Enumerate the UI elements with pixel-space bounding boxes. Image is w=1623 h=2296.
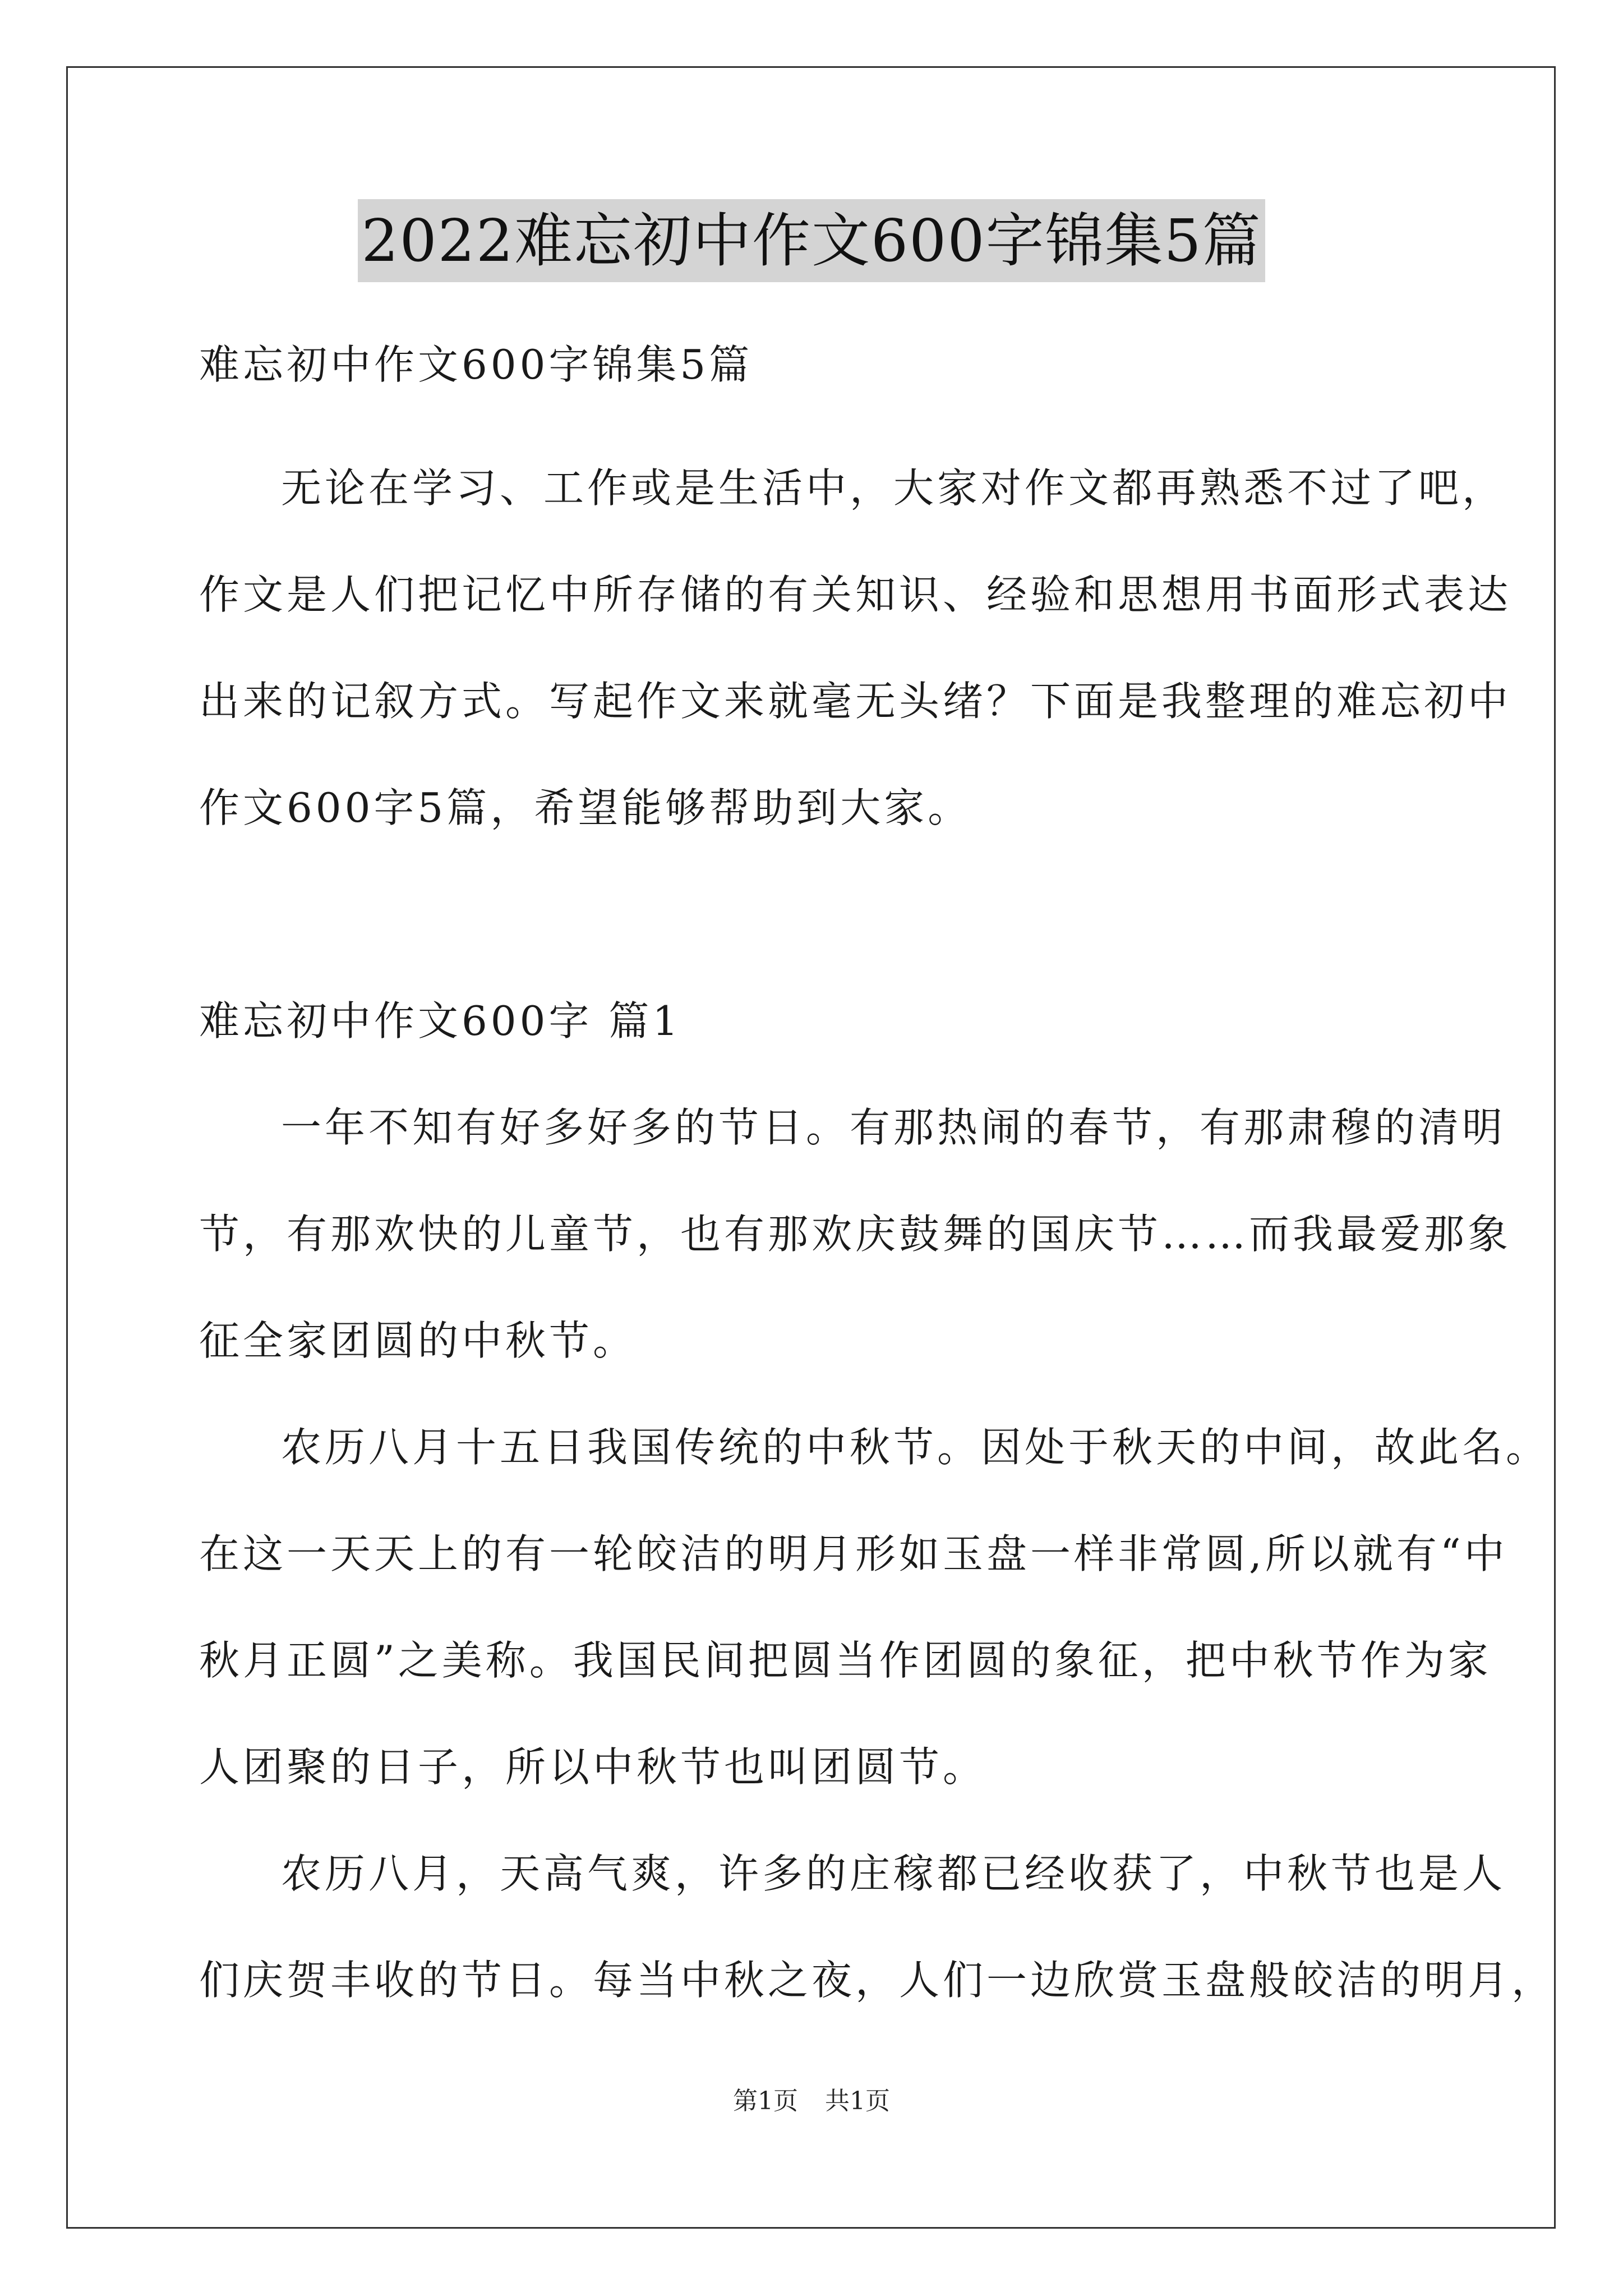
paragraph-line: 一年不知有好多好多的节日。有那热闹的春节，有那肃穆的清明 (281, 1104, 1506, 1151)
paragraph-line: 出来的记叙方式。写起作文来就毫无头绪？下面是我整理的难忘初中 (199, 678, 1512, 725)
page-number-total: 共1页 (825, 2087, 890, 2115)
paragraph-line: 征全家团圆的中秋节。 (199, 1317, 637, 1364)
paragraph-line: 节，有那欢快的儿童节，也有那欢庆鼓舞的国庆节……而我最爱那象 (199, 1211, 1512, 1258)
title-container (0, 199, 1623, 282)
section-heading: 难忘初中作文600字 篇1 (199, 997, 682, 1045)
paragraph-line: 作文是人们把记忆中所存储的有关知识、经验和思想用书面形式表达 (199, 571, 1512, 618)
paragraph-line: 农历八月，天高气爽，许多的庄稼都已经收获了，中秋节也是人 (281, 1850, 1506, 1897)
subtitle-line: 难忘初中作文600字锦集5篇 (199, 341, 753, 388)
paragraph-line: 无论在学习、工作或是生活中，大家对作文都再熟悉不过了吧， (281, 464, 1506, 512)
paragraph-line: 在这一天天上的有一轮皎洁的明月形如玉盘一样非常圆,所以就有“中 (199, 1530, 1508, 1577)
paragraph-line: 人团聚的日子，所以中秋节也叫团圆节。 (199, 1743, 987, 1791)
document-title: 2022难忘初中作文600字锦集5篇 (358, 199, 1265, 282)
page-number-current: 第1页 (733, 2087, 798, 2115)
page-footer (0, 2085, 1623, 2118)
paragraph-line: 农历八月十五日我国传统的中秋节。因处于秋天的中间，故此名。 (281, 1424, 1550, 1471)
paragraph-line: 作文600字5篇，希望能够帮助到大家。 (199, 784, 972, 831)
paragraph-line: 秋月正圆”之美称。我国民间把圆当作团圆的象征，把中秋节作为家 (199, 1637, 1492, 1684)
paragraph-line: 们庆贺丰收的节日。每当中秋之夜，人们一边欣赏玉盘般皎洁的明月， (199, 1957, 1556, 2004)
